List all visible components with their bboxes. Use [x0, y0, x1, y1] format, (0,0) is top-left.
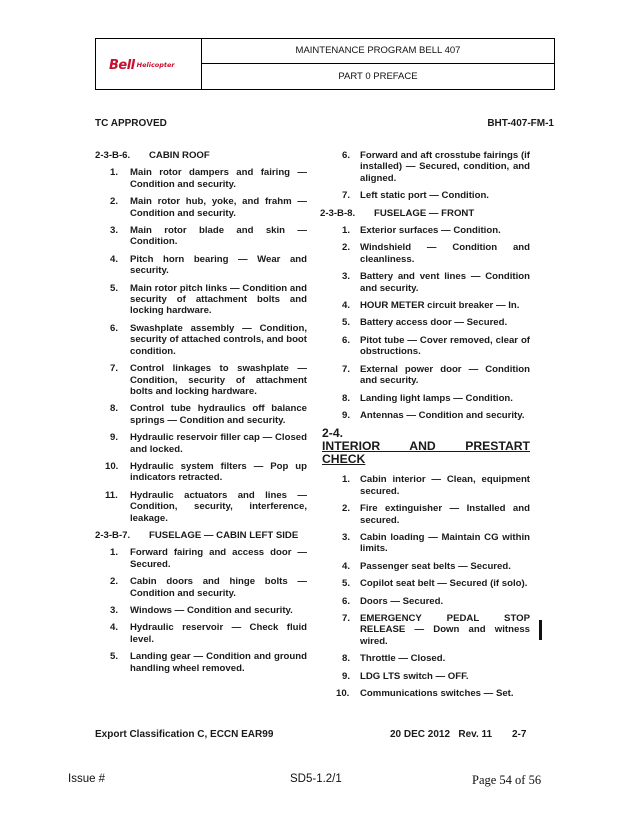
list-item — [322, 596, 530, 607]
item-number: 10. — [336, 688, 350, 699]
item-number: 5. — [342, 317, 351, 329]
item-number: 5. — [110, 651, 119, 663]
list-item — [322, 578, 530, 589]
document-part: PART 0 PREFACE — [338, 71, 418, 82]
document-title: MAINTENANCE PROGRAM BELL 407 — [202, 39, 554, 64]
item-text: Control linkages to swashplate — Condition, security of attachment bolts and locking hardware. — [130, 363, 307, 397]
item-text: Copilot seat belt — Secured (if solo). — [360, 578, 528, 590]
list-item — [95, 461, 307, 484]
manual-doc-id: BHT-407-FM-1 — [487, 118, 554, 129]
item-text: Communications switches — Set. — [360, 688, 514, 699]
item-number: 7. — [342, 612, 351, 624]
item-number: 8. — [110, 403, 119, 415]
major-section-title-line1: INTERIOR AND PRESTART — [322, 439, 530, 454]
item-number: 6. — [110, 322, 119, 334]
header-table — [95, 38, 555, 90]
list-item — [322, 317, 530, 328]
item-number: 1. — [342, 474, 351, 486]
list-item — [322, 190, 530, 201]
item-number: 7. — [342, 363, 351, 375]
item-text: Battery and vent lines — Condition and security. — [360, 271, 530, 294]
list-item — [322, 671, 530, 682]
list-item — [322, 271, 530, 294]
item-number: 9. — [342, 670, 351, 682]
list-item — [95, 323, 307, 357]
item-text: External power door — Condition and security. — [360, 363, 530, 387]
item-text: Fire extinguisher — Installed and secured. — [360, 503, 530, 526]
section-title: FUSELAGE — CABIN LEFT SIDE — [149, 529, 299, 541]
item-text: Exterior surfaces — Condition. — [360, 225, 501, 237]
tc-approved-label: TC APPROVED — [95, 118, 167, 129]
export-classification: Export Classification C, ECCN EAR99 — [95, 729, 274, 740]
item-text: Cabin loading — Maintain CG within limits. — [360, 531, 530, 555]
item-text: Cabin doors and hinge bolts — Condition and security. — [130, 576, 307, 599]
list-item — [95, 254, 307, 277]
item-text: Hydraulic reservoir — Check fluid level. — [130, 622, 307, 645]
item-number: 5. — [342, 578, 351, 590]
item-text: Main rotor pitch links — Condition and security of attachment bolts and locking hardware. — [130, 282, 307, 317]
list-item — [322, 561, 530, 572]
section-heading — [95, 530, 307, 541]
major-section-number: 2-4. — [322, 426, 344, 441]
section-number: 2-3-B-6. — [95, 150, 131, 161]
major-section-heading — [322, 427, 530, 466]
item-number: 9. — [110, 432, 119, 444]
section-title: CABIN ROOF — [149, 150, 210, 161]
item-number: 4. — [110, 622, 119, 634]
footer-page: Page 54 of 56 — [472, 773, 542, 787]
item-text: Pitot tube — Cover removed, clear of obstructions. — [360, 334, 530, 358]
item-number: 3. — [110, 605, 119, 616]
item-text: Cabin interior — Clean, equipment secured. — [360, 474, 530, 497]
item-text: Passenger seat belts — Secured. — [360, 560, 511, 572]
item-number: 2. — [342, 503, 351, 515]
item-number: 4. — [342, 300, 351, 312]
item-number: 2. — [110, 576, 119, 588]
list-item — [322, 613, 530, 647]
item-text: Forward and aft crosstube fairings (if installed) — Secured, condition, and aligned. — [360, 150, 530, 184]
item-text: Battery access door — Secured. — [360, 317, 508, 329]
interior-prestart-list — [322, 474, 530, 699]
list-item — [95, 363, 307, 397]
list-item — [95, 490, 307, 524]
section-heading — [95, 150, 307, 161]
continued-list — [322, 150, 530, 202]
manual-page-number: 2-7 — [512, 729, 527, 740]
list-item — [322, 688, 530, 699]
item-number: 3. — [110, 225, 119, 237]
item-number: 1. — [110, 547, 119, 559]
list-item — [322, 150, 530, 184]
item-text: Hydraulic actuators and lines — Condition, security, interference, leakage. — [130, 489, 307, 524]
item-number: 2. — [342, 242, 351, 254]
list-item — [95, 283, 307, 317]
item-text: Doors — Secured. — [360, 595, 444, 607]
item-number: 10. — [105, 460, 119, 472]
item-number: 11. — [105, 489, 118, 501]
list-item — [322, 300, 530, 311]
section-heading — [320, 208, 530, 219]
revision-change-bar — [539, 620, 542, 640]
list-item — [95, 167, 307, 190]
list-item — [322, 653, 530, 664]
right-column — [322, 150, 530, 705]
logo-brand: Bell — [109, 58, 135, 73]
list-item — [95, 196, 307, 219]
list-item — [322, 532, 530, 555]
item-text: Landing light lamps — Condition. — [360, 392, 513, 404]
item-number: 6. — [342, 595, 351, 607]
item-text: Throttle — Closed. — [360, 653, 446, 665]
list-item — [322, 335, 530, 358]
item-text: Left static port — Condition. — [360, 190, 489, 202]
item-text: Windshield — Condition and cleanliness. — [360, 242, 530, 265]
fuselage-left-list — [95, 547, 307, 674]
item-text: Main rotor hub, yoke, and frahm — Condition and security. — [130, 196, 307, 219]
list-item — [95, 403, 307, 426]
section-number: 2-3-B-7. — [95, 529, 131, 541]
left-column — [95, 150, 307, 680]
item-text: Windows — Condition and security. — [130, 605, 293, 616]
item-number: 3. — [342, 271, 351, 283]
item-text: EMERGENCY PEDAL STOP RELEASE — Down and witness wired. — [360, 612, 530, 647]
list-item — [95, 605, 307, 616]
item-text: Landing gear — Condition and ground handling wheel removed. — [130, 651, 307, 674]
list-item — [95, 622, 307, 645]
item-number: 6. — [342, 334, 351, 346]
item-number: 6. — [342, 150, 351, 161]
item-number: 8. — [342, 653, 351, 665]
section-number: 2-3-B-8. — [320, 207, 356, 219]
list-item — [322, 410, 530, 421]
list-item — [322, 364, 530, 387]
item-text: Hydraulic reservoir filler cap — Closed and locked. — [130, 432, 307, 455]
item-text: Main rotor blade and skin — Condition. — [130, 225, 307, 248]
revision-date: 20 DEC 2012 Rev. 11 — [390, 729, 493, 740]
list-item — [95, 547, 307, 570]
section-title: FUSELAGE — FRONT — [374, 207, 475, 219]
footer-issue: Issue # — [68, 773, 106, 785]
item-text: Swashplate assembly — Condition, security of attached controls, and boot condition. — [130, 322, 307, 357]
logo-cell — [96, 39, 202, 89]
list-item — [95, 576, 307, 599]
item-number: 7. — [110, 363, 119, 375]
list-item — [95, 225, 307, 248]
item-number: 1. — [342, 225, 351, 237]
major-section-title-line2: CHECK — [322, 452, 366, 467]
item-text: LDG LTS switch — OFF. — [360, 670, 469, 682]
item-text: Hydraulic system filters — Pop up indicators retracted. — [130, 460, 307, 484]
bell-helicopter-logo — [109, 56, 175, 74]
list-item — [322, 474, 530, 497]
list-item — [322, 503, 530, 526]
item-number: 5. — [110, 282, 119, 294]
list-item — [322, 225, 530, 236]
item-text: Main rotor dampers and fairing — Condition and security. — [130, 167, 307, 190]
item-text: Pitch horn bearing — Wear and security. — [130, 253, 307, 277]
item-text: Forward fairing and access door — Secured. — [130, 547, 307, 570]
item-number: 2. — [110, 196, 119, 208]
item-number: 4. — [342, 560, 351, 572]
item-text: Control tube hydraulics off balance springs — Condition and security. — [130, 403, 307, 426]
fuselage-front-list — [322, 225, 530, 421]
item-text: Antennas — Condition and security. — [360, 409, 525, 421]
list-item — [322, 393, 530, 404]
item-number: 1. — [110, 167, 119, 179]
item-number: 9. — [342, 409, 351, 421]
cabin-roof-list — [95, 167, 307, 524]
logo-sub: Helicopter — [136, 61, 175, 69]
item-number: 3. — [342, 531, 351, 543]
item-number: 8. — [342, 392, 351, 404]
list-item — [95, 432, 307, 455]
item-text: HOUR METER circuit breaker — In. — [360, 300, 520, 312]
list-item — [322, 242, 530, 265]
list-item — [95, 651, 307, 674]
footer-doc-ref: SD5-1.2/1 — [290, 773, 342, 785]
item-number: 4. — [110, 253, 119, 265]
item-number: 7. — [342, 190, 351, 202]
